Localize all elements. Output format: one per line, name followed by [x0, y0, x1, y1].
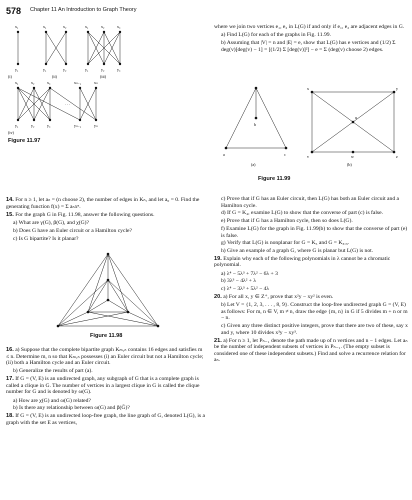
figure-11-99: [216, 78, 406, 174]
exercise-20b: b) Let V = {1, 2, 3, . . . , 8, 9}. Construct the loop-free undirected graph G = (V, E) as follows: For m, n ∈ V, m ≠ n, draw the edge {m, n} in G if 5 divides m + n or m − n.: [221, 302, 408, 322]
exercise-18h: h) Give an example of a graph G, where G is planar but L(G) is not.: [221, 248, 374, 255]
fig97-x1c: x₁: [85, 24, 89, 29]
exercise-18f: f) Examine L(G) for the graph in Fig. 11.99(b) to show that the converse of part (e) is false.: [221, 225, 408, 239]
fig97-sub-iii: (iii): [100, 74, 106, 79]
exercise-15a: a) What are γ(G), β(G), and χ(G)?: [13, 219, 90, 226]
exercise-18e: e) Prove that if G has a Hamilton cycle, then so does L(G).: [221, 218, 353, 225]
exercise-19: 19. Explain why each of the following polynomials in λ cannot be a chromatic polynomial.: [214, 255, 391, 269]
fig99-a: a: [223, 152, 225, 157]
exercise-17a: a) How are χ(G) and ω(G) related?: [13, 397, 91, 404]
fig97-iv-xn: xₙ: [94, 80, 98, 85]
right-column-lower: [214, 196, 408, 366]
exercise-15b: b) Does G have an Euler circuit or a Hamilton cycle?: [13, 227, 132, 234]
exercise-18g: g) Verify that L(G) is nonplanar for G = K₅ and G = K₃,₃.: [221, 240, 350, 247]
figure-11-98: [54, 252, 162, 330]
fig97-y2c: y₂: [101, 67, 105, 72]
fig99-z: z: [396, 154, 398, 159]
fig99-w: w: [351, 154, 354, 159]
exercise-18a: a) Find L(G) for each of the graphs in Fig. 11.99.: [221, 32, 331, 39]
fig97-x2c: x₂: [101, 24, 105, 29]
fig97-iv-y2: y₂: [31, 123, 35, 128]
fig97-y1c: y₁: [85, 67, 89, 72]
fig97-iv-xn1: xₙ₋₁: [74, 80, 82, 85]
fig99-b: b: [254, 122, 256, 127]
exercise-16: 16. a) Suppose that the complete bipartite graph Kₘ,ₙ contains 16 edges and satisfies m ≤ n. Determine m, n so that Kₘ,ₙ possesses (i) an Euler circuit but not a Hamilton cycle; (ii) both a Hamilton cycle and an Euler circuit.: [6, 347, 204, 367]
fig97-iv-x3: x₃: [47, 80, 51, 85]
fig97-x2: x₂: [63, 24, 67, 29]
page-number: 578: [6, 6, 22, 16]
exercise-15c: c) Is G bipartite? Is it planar?: [13, 235, 79, 242]
exercise-19c: c) λ⁴ − 3λ³ + 5λ² − 4λ: [221, 286, 270, 293]
exercise-17: 17. If G = (V, E) is an undirected graph, any subgraph of G that is a complete graph is called a clique in G. The number of vertices in a largest clique in G is called the clique number for G and is denoted by ω(G).: [6, 376, 200, 396]
chapter-title: Chapter 11 An Introduction to Graph Theory: [30, 7, 137, 13]
fig97-x1: x₁: [15, 24, 19, 29]
fig97-sub-ii: (ii): [52, 74, 57, 79]
fig97-x1b: x₁: [43, 24, 47, 29]
fig97-iv-y3: y₃: [47, 123, 51, 128]
fig97-sub-i: (i): [8, 74, 12, 79]
right-column-top: [214, 24, 408, 54]
exercise-19a: a) λ⁴ − 5λ³ + 7λ² − 6λ + 3: [221, 270, 278, 277]
exercise-14: 14. For n ≥ 1, let aₙ = (n choose 2), the number of edges in Kₙ, and let a₀ = 0. Find the generating function f(x) = Σ aₙxⁿ.: [6, 197, 200, 210]
exercise-20c: c) Given any three distinct positive integers, prove that there are two of these, say x and y, where 10 divides x³y − xy³.: [221, 323, 408, 336]
exercise-21: 21. a) For n ≥ 1, let Pₙ₋₁ denote the path made up of n vertices and n − 1 edges. Let aₙ be the number of independent subsets of vertices in Pₙ₋₁. (The empty subset is considered one of these independent subsets.) Find and solve a recurrence relation for aₙ.: [214, 337, 408, 364]
fig97-iv-x1: x₁: [15, 80, 19, 85]
ellipsis-label: . . .: [65, 101, 70, 106]
fig99-c: c: [284, 152, 286, 157]
fig99-sub-b: (b): [347, 162, 352, 167]
exercise-16b: b) Generalize the results of part (a).: [13, 368, 93, 375]
fig97-y1: y₁: [15, 67, 19, 72]
figure-11-97-caption: Figure 11.97: [8, 138, 41, 144]
left-column-lower: [6, 347, 206, 428]
fig97-y3c: y₃: [117, 67, 121, 72]
fig97-y2: y₂: [63, 67, 67, 72]
exercise-18-continued: where we join two vertices e₁, e₂ in L(G) if and only if e₁, e₂ are adjacent edges in G.: [214, 24, 405, 30]
exercise-18b: b) Assuming that |V| = n and |E| = e, show that L(G) has e vertices and (1/2) Σ deg(v)[deg(v) − 1] = [(1/2) Σ [deg(v)]²] − e = Σ (deg(v) choose 2) edges.: [221, 39, 396, 53]
left-column-upper: [6, 197, 206, 243]
fig97-x3c: x₃: [117, 24, 121, 29]
exercise-17b: b) Is there any relationship between ω(G) and β(Ḡ)?: [13, 405, 130, 412]
fig97-iv-yn: yₙ: [94, 123, 98, 128]
exercise-20: 20. a) For all x, y ∈ Z⁺, prove that x²y − xy² is even.: [214, 294, 334, 300]
fig97-iv-y1: y₁: [15, 123, 19, 128]
exercise-18d: d) If G = K₄, examine L(G) to show that the converse of part (c) is false.: [221, 210, 383, 217]
exercise-18c: c) Prove that if G has an Euler circuit, then L(G) has both an Euler circuit and a Hamilton cycle.: [221, 196, 400, 209]
exercise-18: 18. If G = (V, E) is an undirected loop-free graph, the line graph of G, denoted L(G), is a graph with the set E as vertices,: [6, 413, 205, 426]
exercise-15: 15. For the graph G in Fig. 11.98, answer the following questions.: [6, 211, 155, 218]
figure-11-99-caption: Figure 11.99: [258, 176, 291, 182]
fig99-v: v: [307, 154, 309, 159]
fig99-sub-a: (a): [251, 162, 256, 167]
fig97-sub-iv: (iv): [8, 130, 14, 135]
fig97-y1b: y₁: [43, 67, 47, 72]
exercise-19b: b) 3λ³ − 4λ² + λ: [221, 278, 257, 285]
fig99-x: x: [307, 86, 309, 91]
running-header: [6, 6, 406, 18]
figure-11-98-caption: Figure 11.98: [90, 333, 123, 339]
fig97-iv-x2: x₂: [31, 80, 35, 85]
figure-11-97: [6, 22, 206, 138]
fig97-iv-yn1: yₙ₋₁: [74, 123, 82, 128]
fig99-y: y: [396, 86, 398, 91]
fig99-u: u: [355, 115, 357, 120]
